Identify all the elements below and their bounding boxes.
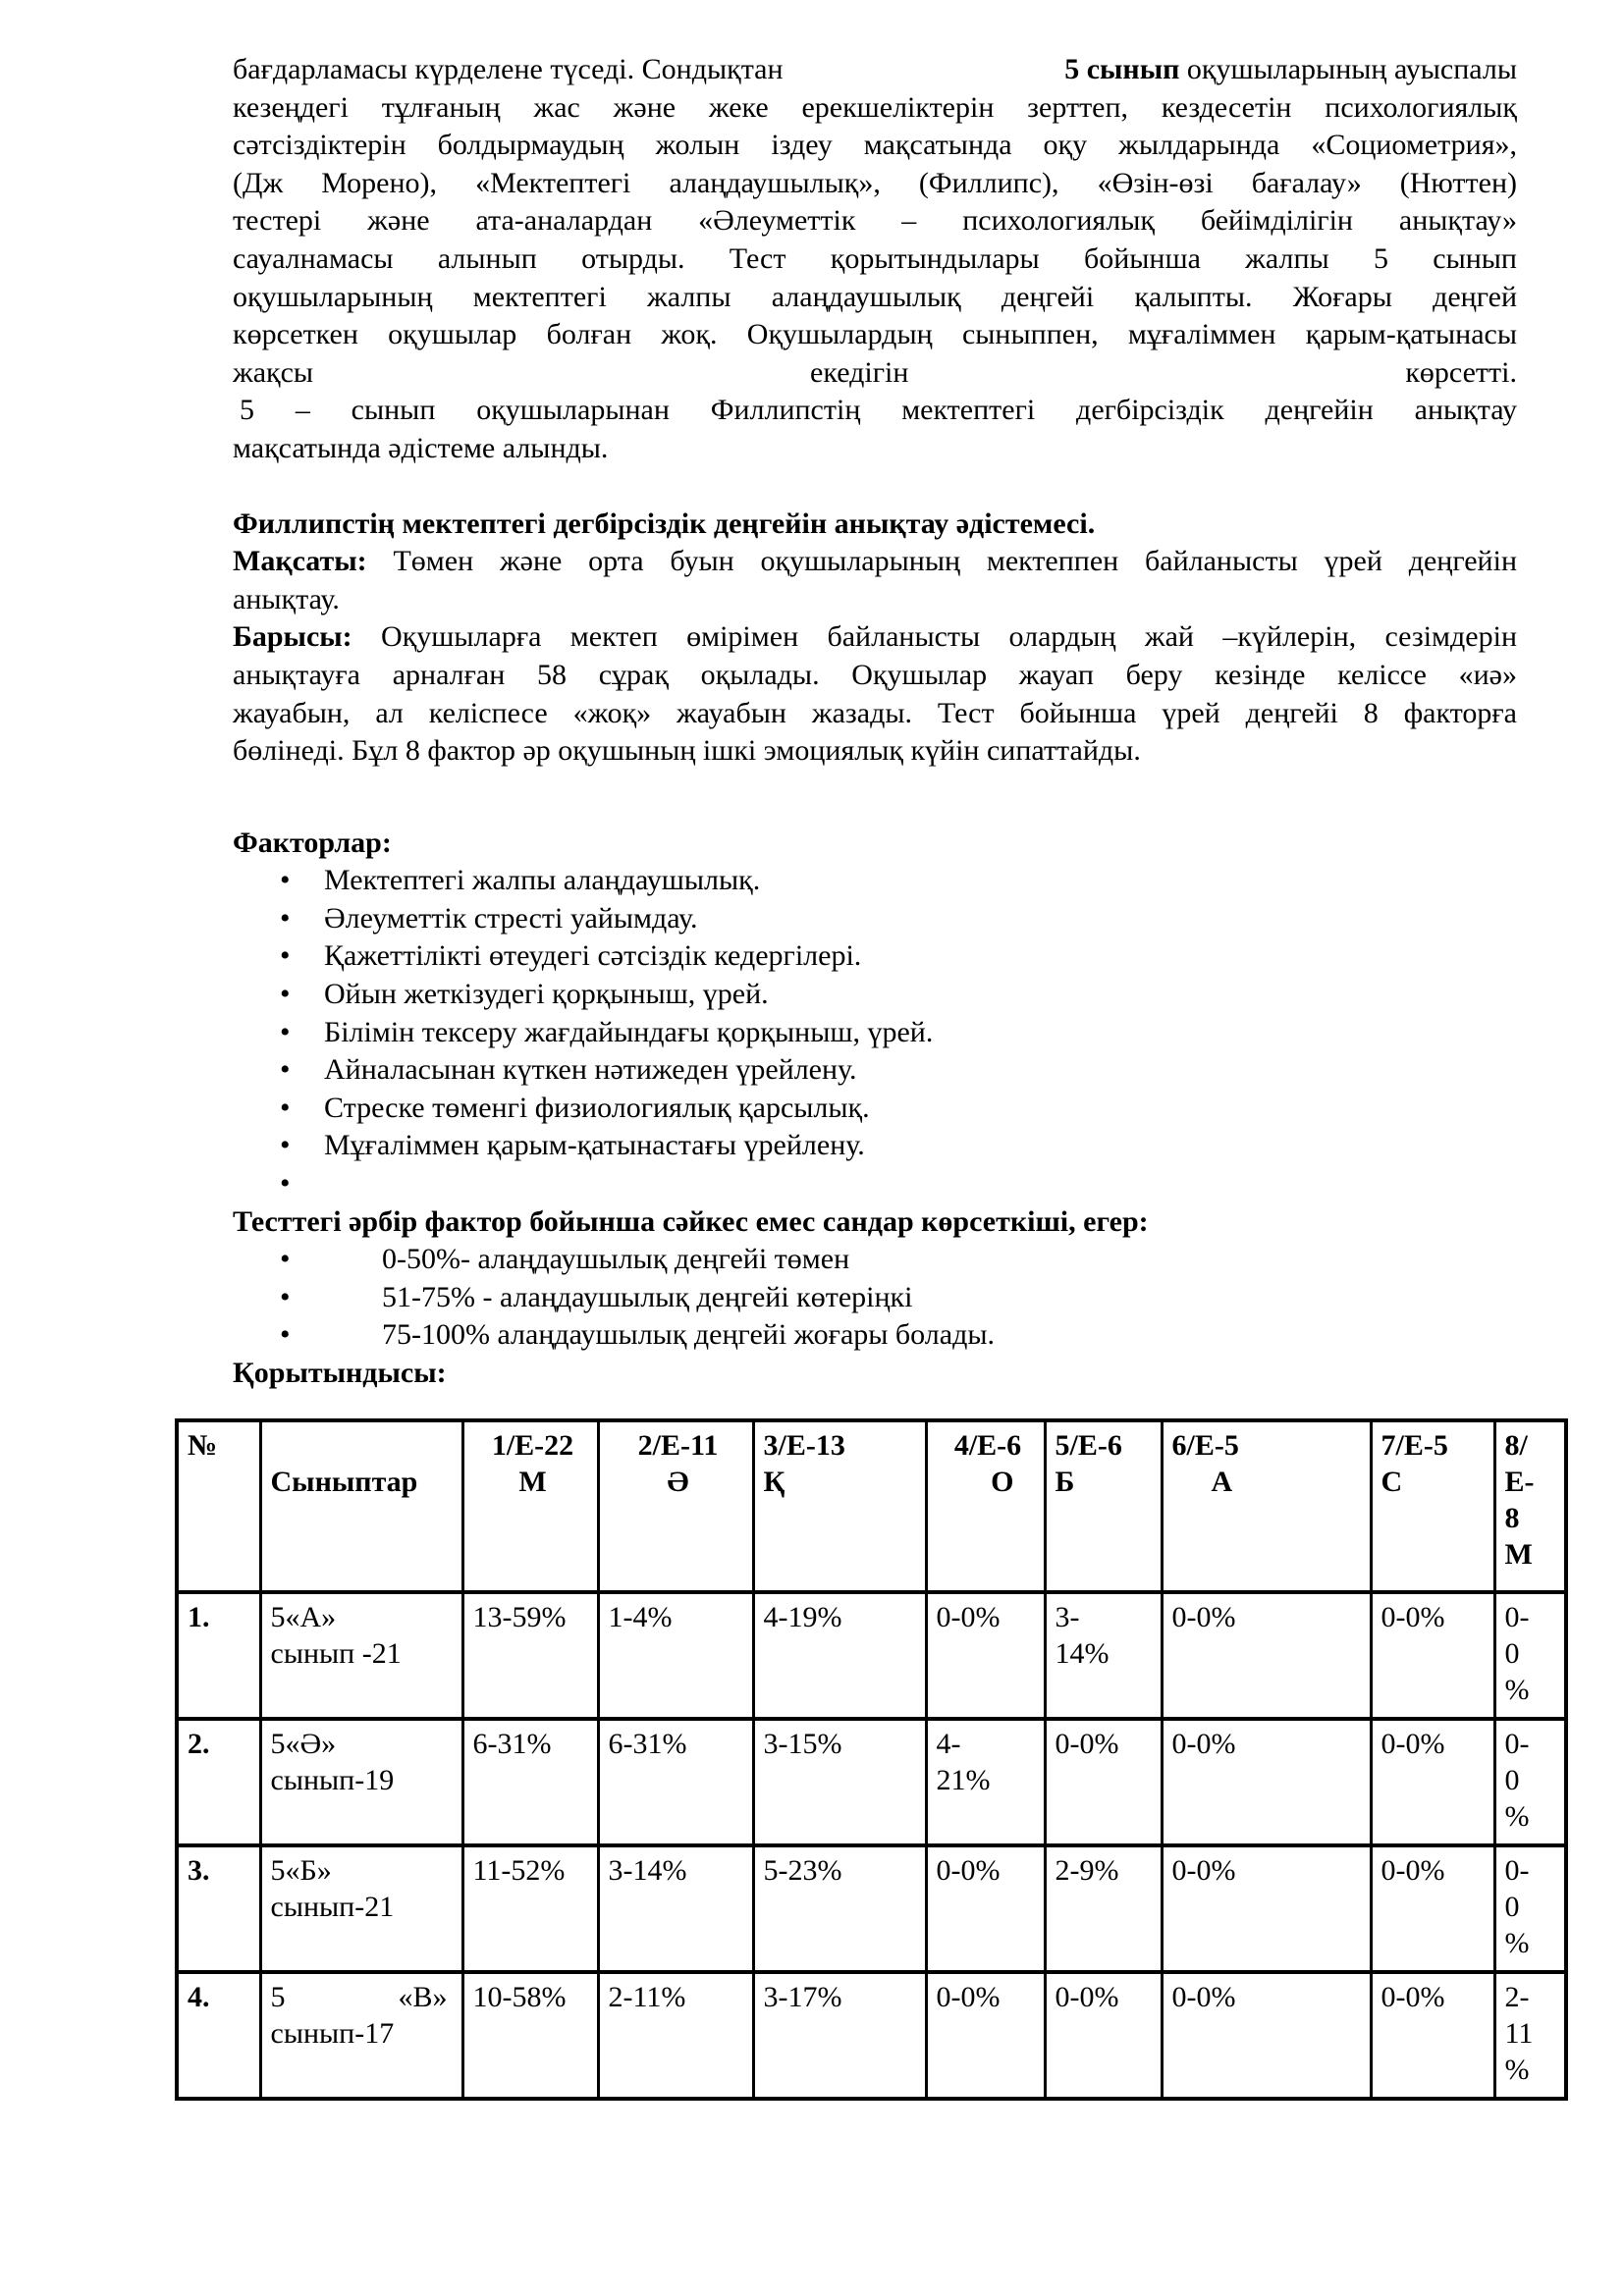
cell-line: М <box>1504 1538 1533 1571</box>
bullet-item: • 0-50%- алаңдаушылық деңгейі төмен <box>233 1241 1517 1279</box>
table-cell <box>926 1972 1045 2099</box>
table-cell <box>260 1719 462 1845</box>
table-header-cell <box>177 1420 260 1592</box>
cell-line: А <box>1211 1466 1233 1498</box>
table-cell <box>1494 1845 1566 1972</box>
row-number: 3. <box>188 1854 210 1887</box>
table-header-cell <box>260 1420 462 1592</box>
bullet-item: • Стреске төменгі физиологиялық қарсылық. <box>233 1090 1517 1128</box>
cell-line: 11 <box>1504 2017 1534 2050</box>
table-cell <box>1371 1592 1494 1719</box>
table-cell <box>1494 1719 1566 1845</box>
cell-line: Б <box>1055 1466 1075 1498</box>
cell-line: 0-0% <box>1055 1981 1119 2013</box>
table-header-cell <box>1045 1420 1162 1592</box>
cell-line: % <box>1504 2054 1530 2086</box>
cell-line: 1-4% <box>608 1601 673 1633</box>
table-cell <box>462 1592 598 1719</box>
bullet-item: • Айналасынан күткен нәтижеден үрейлену. <box>233 1051 1517 1090</box>
cell-line: 0-0% <box>1171 1601 1236 1633</box>
cell-line: сынып-21 <box>270 1891 395 1923</box>
paragraph-line: оқушыларының мектептегі жалпы алаңдаушылық деңгейі қалыпты. Жоғары деңгей <box>233 280 1517 313</box>
section-title: Тесттегі әрбір фактор бойынша сәйкес емес сандар көрсеткіші, егер: <box>233 1204 1149 1238</box>
cell-line: сынып-19 <box>270 1764 395 1796</box>
table-cell <box>462 1972 598 2099</box>
cell-line: 10-58% <box>472 1981 567 2013</box>
bullet-item: • Әлеуметтік стресті уайымдау. <box>233 900 1517 938</box>
text-segment: екедігін <box>810 355 909 389</box>
cell-line: 0-0% <box>1171 1981 1236 2013</box>
table-cell <box>177 1719 260 1845</box>
text-segment: бағдарламасы күрделене түседі. Сондықтан <box>233 53 784 85</box>
table-row <box>177 1845 1566 1972</box>
cell-line: 0-0% <box>1171 1728 1236 1760</box>
table-cell <box>753 1972 926 2099</box>
cell-line: 0- <box>1504 1854 1530 1887</box>
table-cell <box>1162 1719 1371 1845</box>
cell-line: 2- <box>1504 1981 1530 2013</box>
paragraph-line <box>233 354 1517 393</box>
paragraph-line: сәтсіздіктерін болдырмаудың жолын іздеу мақсатында оқу жылдарында «Социометрия», <box>233 129 1517 162</box>
section-title: Қорытындысы: <box>233 1357 447 1389</box>
table-header-cell <box>1494 1420 1566 1592</box>
cell-line: 7/Е-5 <box>1380 1429 1448 1462</box>
cell-line: Е- <box>1504 1466 1535 1498</box>
cell-line: % <box>1504 1800 1530 1833</box>
cell-line: 0-0% <box>1380 1854 1445 1887</box>
text-run: Төмен және орта буын оқушыларының мектеппен байланысты үрей деңгейін <box>393 545 1518 578</box>
cell-line: 8/ <box>1504 1429 1528 1462</box>
table-cell <box>260 1592 462 1719</box>
cell-line: 2-9% <box>1055 1854 1119 1887</box>
paragraph-line: жауабын, ал келіспесе «жоқ» жауабын жазады. Тест бойынша үрей деңгейі 8 факторға <box>233 696 1517 729</box>
table-row <box>177 1972 1566 2099</box>
table-cell <box>1045 1845 1162 1972</box>
row-number: 4. <box>188 1981 210 2013</box>
cell-line: 0-0% <box>936 1854 1001 1887</box>
table-cell <box>753 1845 926 1972</box>
table-cell <box>753 1719 926 1845</box>
table-cell <box>1045 1972 1162 2099</box>
text-segment: жақсы <box>233 355 314 389</box>
cell-line: № <box>188 1429 218 1462</box>
cell-line: 0-0% <box>1171 1854 1236 1887</box>
cell-line <box>271 1979 458 2015</box>
cell-line: 13-59% <box>472 1601 567 1633</box>
cell-line: 2/Е-11 <box>637 1429 719 1462</box>
cell-line: сынып-17 <box>270 2017 395 2050</box>
table-cell <box>1371 1972 1494 2099</box>
table-cell <box>177 1592 260 1719</box>
bullet-item: • Ойын жеткізудегі қорқыныш, үрей. <box>233 976 1517 1014</box>
cell-line: 0-0% <box>936 1601 1001 1633</box>
cell-line: 6/Е-5 <box>1171 1429 1239 1462</box>
paragraph-line: мақсатында әдістеме алынды. <box>233 431 609 464</box>
table-cell <box>598 1592 753 1719</box>
cell-line: Қ <box>763 1466 785 1498</box>
cell-line: 6-31% <box>472 1728 552 1760</box>
cell-line: 5«Ә» <box>270 1728 337 1760</box>
cell-line: % <box>1504 1927 1530 1959</box>
cell-line: 0-0% <box>936 1981 1001 2013</box>
cell-line: 5«Б» <box>270 1854 332 1887</box>
text-segment: «В» <box>398 1981 448 2013</box>
cell-line: 0-0% <box>1380 1728 1445 1760</box>
bold-run: Мақсаты: <box>233 545 367 578</box>
table-cell <box>1162 1845 1371 1972</box>
cell-line: 0- <box>1504 1728 1530 1760</box>
paragraph-line: кезеңдегі тұлғаның жас және жеке ерекшеліктерін зерттеп, кездесетін психологиялық <box>233 90 1517 124</box>
cell-line: 0-0% <box>1380 1601 1445 1633</box>
cell-line: 8 <box>1504 1502 1520 1534</box>
cell-line: 0 <box>1504 1764 1520 1796</box>
table-header-cell <box>926 1420 1045 1592</box>
paragraph-line: көрсеткен оқушылар болған жоқ. Оқушылардың сыныппен, мұғаліммен қарым-қатынасы <box>233 318 1517 351</box>
bullet-item: • Мектептегі жалпы алаңдаушылық. <box>233 862 1517 900</box>
table-cell <box>462 1719 598 1845</box>
table-header-cell <box>598 1420 753 1592</box>
bold-run: Барысы: <box>233 620 352 654</box>
table-cell <box>177 1972 260 2099</box>
table-row <box>177 1592 1566 1719</box>
table-cell <box>1494 1972 1566 2099</box>
paragraph-line: сауалнамасы алынып отырды. Тест қорытындылары бойынша жалпы 5 сынып <box>233 241 1517 275</box>
cell-line: 0-0% <box>1380 1981 1445 2013</box>
cell-line: 0 <box>1504 1637 1520 1670</box>
document-body <box>233 0 1517 1393</box>
bullet-item: • 75-100% алаңдаушылық деңгейі жоғары болады. <box>233 1316 1517 1355</box>
text-run: Оқушыларға мектеп өмірімен байланысты олардың жай –күйлерін, сезімдерін <box>381 620 1517 654</box>
table-cell <box>1162 1972 1371 2099</box>
paragraph-line <box>233 618 1517 657</box>
results-table <box>175 1418 1568 2101</box>
bullet-item: • Қажеттілікті өтеудегі сәтсіздік кедергілері. <box>233 937 1517 976</box>
cell-line: сынып -21 <box>270 1637 402 1670</box>
table-cell <box>462 1845 598 1972</box>
cell-line: 3-17% <box>763 1981 842 2013</box>
paragraph-line: (Дж Морено), «Мектептегі алаңдаушылық», (Филлипс), «Өзін-өзі бағалау» (Нюттен) <box>233 166 1517 199</box>
cell-line: 0- <box>1504 1601 1530 1633</box>
paragraph-line <box>233 51 1517 89</box>
table-header-cell <box>753 1420 926 1592</box>
paragraph-line <box>233 543 1517 581</box>
cell-line: 3-14% <box>608 1854 687 1887</box>
text-segment: көрсетті. <box>1405 355 1517 389</box>
cell-line: 5«А» <box>270 1601 337 1633</box>
table-cell <box>1162 1592 1371 1719</box>
cell-line: 11-52% <box>472 1854 566 1887</box>
cell-line: Ә <box>667 1466 689 1498</box>
table-cell <box>926 1592 1045 1719</box>
cell-line: 1/Е-22 <box>491 1429 574 1462</box>
cell-line: 5-23% <box>763 1854 842 1887</box>
table-header-cell <box>1162 1420 1371 1592</box>
cell-line: 5/Е-6 <box>1055 1429 1122 1462</box>
paragraph-line: анықтау. <box>233 582 340 615</box>
cell-line: О <box>991 1466 1014 1498</box>
cell-line: 3-15% <box>763 1728 842 1760</box>
cell-line: 4- <box>936 1728 961 1760</box>
table-header-cell <box>462 1420 598 1592</box>
bullet-item: • Мұғаліммен қарым-қатынастағы үрейлену. <box>233 1127 1517 1165</box>
table-cell <box>598 1972 753 2099</box>
table-cell <box>926 1719 1045 1845</box>
cell-line: Сыныптар <box>270 1466 418 1498</box>
score-key-list <box>233 1241 1517 1355</box>
cell-line: % <box>1504 1674 1530 1706</box>
paragraph-line: бөлінеді. Бұл 8 фактор әр оқушының ішкі эмоциялық күйін сипаттайды. <box>233 734 1141 768</box>
table-cell <box>753 1592 926 1719</box>
table-header-row <box>177 1420 1566 1592</box>
cell-line: 0 <box>1504 1891 1520 1923</box>
cell-line: 4-19% <box>763 1601 842 1633</box>
section-title: Факторлар: <box>233 826 392 859</box>
text-segment <box>1064 51 1517 89</box>
cell-line: 3- <box>1055 1601 1080 1633</box>
bullet-item-empty <box>233 1165 1517 1203</box>
text-run: оқушыларының ауыспалы <box>1179 53 1517 85</box>
table-cell <box>1045 1719 1162 1845</box>
table-cell <box>598 1845 753 1972</box>
table-header-cell <box>1371 1420 1494 1592</box>
table-cell <box>1371 1845 1494 1972</box>
table-cell <box>598 1719 753 1845</box>
cell-line: 6-31% <box>608 1728 687 1760</box>
bold-run: 5 сынып <box>1064 53 1180 85</box>
paragraph-line: тестері және ата-аналардан «Әлеуметтік – психологиялық бейімділігін анықтау» <box>233 204 1517 238</box>
bullet-item: • Білімін тексеру жағдайындағы қорқыныш, үрей. <box>233 1014 1517 1052</box>
cell-line: 14% <box>1055 1637 1110 1670</box>
row-number: 1. <box>188 1601 210 1633</box>
table-row <box>177 1719 1566 1845</box>
cell-line: 2-11% <box>608 1981 686 2013</box>
table-cell <box>1371 1719 1494 1845</box>
table-cell <box>177 1845 260 1972</box>
paragraph-line: анықтауға арналған 58 сұрақ оқылады. Оқушылар жауап беру кезінде келіссе «иә» <box>233 658 1517 691</box>
cell-line: 0-0% <box>1055 1728 1119 1760</box>
cell-line: С <box>1380 1466 1403 1498</box>
cell-line: 4/Е-6 <box>953 1429 1022 1462</box>
table-cell <box>1494 1592 1566 1719</box>
cell-line: 3/Е-13 <box>763 1429 845 1462</box>
paragraph-line: 5 – сынып оқушыларынан Филлипстің мектептегі дегбірсіздік деңгейін анықтау <box>240 394 1517 427</box>
table-cell <box>1045 1592 1162 1719</box>
results-table-wrap <box>175 1418 1568 2101</box>
table-cell <box>926 1845 1045 1972</box>
section-title: Филлипстің мектептегі дегбірсіздік деңгейін анықтау әдістемесі. <box>233 507 1096 540</box>
factors-list <box>233 862 1517 1202</box>
table-cell <box>260 1972 462 2099</box>
bullet-item: • 51-75% - алаңдаушылық деңгейі көтеріңкі <box>233 1279 1517 1317</box>
cell-line: 21% <box>936 1764 991 1796</box>
text-segment: 5 <box>270 1981 286 2013</box>
cell-line: М <box>518 1466 547 1498</box>
row-number: 2. <box>188 1728 210 1760</box>
table-cell <box>260 1845 462 1972</box>
